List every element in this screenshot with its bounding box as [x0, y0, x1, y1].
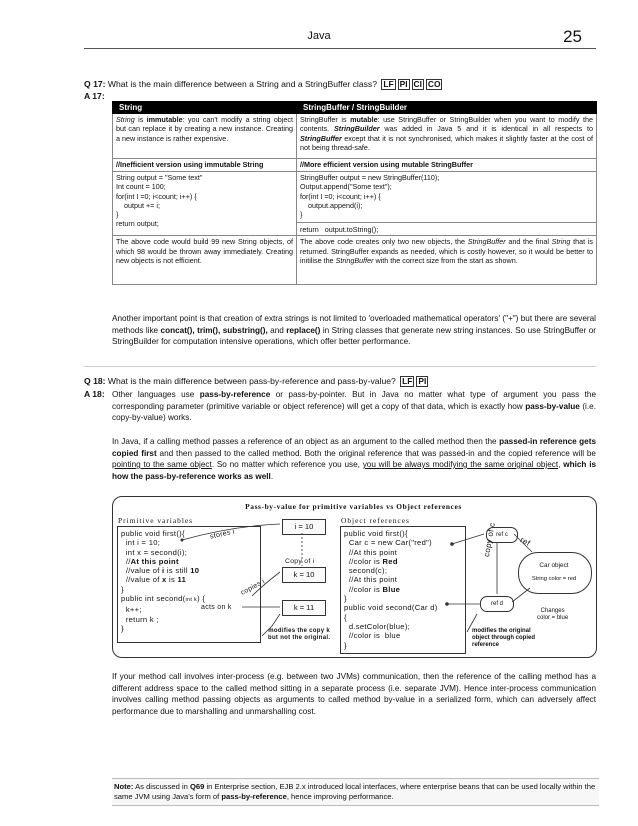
stores-i-label: stores i	[209, 528, 236, 541]
modifies-original-note: modifies the original object through copied reference	[472, 628, 535, 648]
tag-lf: LF	[383, 79, 394, 89]
copy-of-i-label: Copy of i	[285, 558, 315, 565]
q17-label: Q 17:	[84, 79, 106, 89]
string-code: String output = "Some text" Int count = 100; for(int I =0; i<count; i++) { output += i; } return output;	[113, 172, 297, 236]
stringbuffer-description: StringBuffer is mutable: use StringBuffer or StringBuilder when you want to modify the contents. StringBuilder was added in Java 5 and it is identical in all respects to StringBuffer except that it is not synchronised, which makes it slightly faster at the cost of not being thread-safe.	[297, 114, 597, 159]
object-code: public void first(){ Car c = new Car("red") //At this point //color is Red second(c); //At this point //color is Blue } public void second(Car d) { d.setColor(blue); //color is blue }	[344, 529, 438, 650]
a17-label: A 17:	[84, 91, 105, 101]
arrow-modifies-original	[467, 614, 477, 632]
copies-i-label: copies i	[239, 578, 267, 597]
q17-followup-paragraph: Another important point is that creation of extra strings is not limited to 'overloaded mathematical operators' ("+") but there are several methods like concat(), trim(), substring(), and replace() in String classes that generate new string instances. So use StringBuffer or StringBuilder for computation intensive operations, which offer better performance.	[112, 314, 596, 346]
comparison-table-wrap	[112, 101, 597, 285]
q18-question: Q 18: What is the main difference between pass-by-reference and pass-by-value? LF PI	[84, 376, 427, 386]
ref-c-node: ref c	[486, 527, 518, 543]
tag-lf-18: LF	[402, 376, 413, 386]
q17-text: What is the main difference between a String and a StringBuffer class?	[107, 79, 377, 89]
ref-d-node: ref d	[480, 596, 514, 612]
diagram-title: Pass-by-value for primitive variables vs Object references	[245, 502, 462, 511]
arrow-copies-i	[252, 572, 280, 596]
col-header-stringbuffer: StringBuffer / StringBuilder	[297, 102, 597, 114]
diagram-arrows	[112, 496, 595, 656]
box-k-10: k = 10	[282, 567, 326, 583]
q17-question	[84, 79, 604, 90]
modifies-copy-note: modifies the copy k but not the original.	[268, 628, 331, 641]
section-divider	[84, 366, 596, 367]
q18-paragraph-3: If your method call involves inter-process (e.g. between two JVMs) communication, then the reference of the calling method has a different address space to the called method sitting in a separate process (i.e. separate JVM). Hence inter-process communication involves calling method passing objects as arguments to called method by-value in a serialized form, which can adversely affect performance due to marshalling and unmarshalling cost.	[112, 672, 596, 716]
q18-paragraph-2: In Java, if a calling method passes a reference of an object as an argument to the called method then the passed-in reference gets copied first and then passed to the called method. Both the original reference that was passed-in and the copied reference will be pointing to the same object. So no matter which reference you use, you will be always modifying the same original object, which is how the pass-by-reference works as well.	[112, 437, 597, 481]
primitive-code: public void first(){ int i = 10; int x = second(i); //At this point //value of i is still 10 //value of x is 11 } public int second(int k) { k++; return k ; }	[121, 529, 206, 633]
tag-ci: CI	[413, 79, 422, 89]
stringbuffer-result: The above code creates only two new objects, the StringBuffer and the final String that is returned. StringBuffer expands as needed, which is costly however, so it would be better to initilise the StringBuffer with the correct size from the start as shown.	[297, 236, 597, 285]
arrow-modifies-copy	[262, 614, 280, 636]
arrow-ref-to-car	[514, 534, 532, 552]
running-title: Java	[307, 30, 331, 42]
stringbuffer-code: StringBuffer output = new StringBuffer(110); Output.append("Some text"); for(int I =0; i<count; i++) { output.append(i); } return output.toString();	[297, 172, 597, 236]
changes-color-note: Changes color = blue	[537, 608, 569, 621]
stringbuffer-code-title: //More efficient version using mutable StringBuffer	[297, 159, 597, 172]
tag-pi: PI	[399, 79, 408, 89]
acts-on-k-label: acts on k	[201, 604, 232, 611]
string-description: String is immutable: you can't modify a string object but can replace it by creating a new instance. Creating a new instance is rather expensive.	[113, 114, 297, 159]
arrow-ref-c	[452, 534, 484, 544]
box-k-11: k = 11	[282, 600, 326, 616]
ref-label: ref	[518, 535, 532, 548]
col-header-string: String	[113, 102, 297, 114]
page-number: 25	[563, 27, 582, 46]
header-rule	[84, 48, 596, 49]
box-i-10: i = 10	[282, 519, 326, 535]
car-object-label: Car object	[539, 562, 569, 569]
tag-pi-18: PI	[418, 376, 427, 386]
a18-label: A 18:	[84, 389, 105, 399]
object-heading: Object references	[341, 516, 410, 525]
car-color-label: String color = red	[531, 576, 577, 582]
copy-of-c-label: copy of c	[482, 521, 497, 558]
comparison-table	[112, 101, 597, 285]
string-code-title: //Inefficient version using immutable String	[113, 159, 297, 172]
string-result: The above code would build 99 new String objects, of which 98 would be thrown away immediately. Creating new objects is not efficient.	[113, 236, 297, 285]
primitive-heading: Primitive variables	[118, 516, 194, 525]
note-box: Note: As discussed in Q69 in Enterprise section, EJB 2.x introduced local interfaces, where enterprise beans that can be used locally within the same JVM using Java's form of pass-by-reference, hence improving performance.	[112, 778, 599, 806]
arrow-ref-d-to-car	[512, 588, 530, 602]
tag-co: CO	[427, 79, 441, 89]
arrow-stores-i	[182, 524, 280, 540]
q18-paragraph-1: Other languages use pass-by-reference or pass-by-pointer. But in Java no matter what type of argument you pass the corresponding parameter (primitive variable or object reference) will get a copy of that data, which is exactly how pass-by-value (i.e. copy-by-value) works.	[112, 390, 596, 422]
